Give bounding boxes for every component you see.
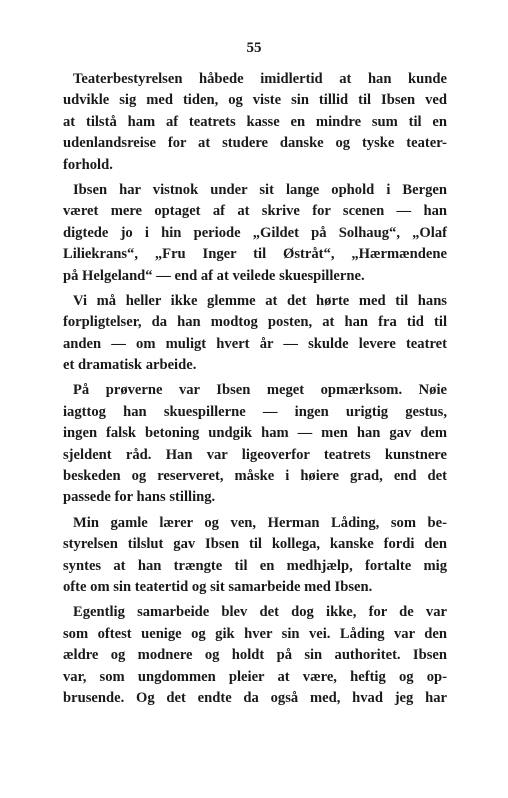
text-line: ofte om sin teatertid og sit samarbeide med Ibsen. [63, 578, 373, 595]
text-line: Teaterbestyrelsen håbede imidlertid at han kunde [73, 71, 447, 87]
text-line: anden — om muligt hvert år — skulde levere teatret [63, 335, 447, 352]
paragraph [63, 180, 447, 287]
body-text [63, 69, 447, 713]
text-line: som oftest uenige og gik hver sin vei. Låding var den [63, 625, 447, 642]
text-line: forpligtelser, da han modtog posten, at han fra tid til [63, 314, 447, 331]
text-line: på Helgeland“ — end af at veilede skuespillerne. [63, 267, 365, 284]
text-line: brusende. Og det endte da også med, hvad jeg har [63, 689, 447, 706]
text-line: digtede jo i hin periode „Gildet på Solhaug“, „Olaf [63, 224, 447, 241]
text-line: syntes at han trængte til en medhjælp, fortalte mig [63, 557, 447, 574]
text-line: beskeden og reserveret, måske i høiere grad, end det [63, 468, 447, 485]
text-line: ældre og modnere og holdt på sin authoritet. Ibsen [63, 647, 447, 664]
text-line: Ibsen har vistnok under sit lange ophold i Bergen [73, 181, 447, 198]
text-line: styrelsen tilslut gav Ibsen til kollega, kanske fordi den [63, 536, 447, 553]
text-line: sjeldent råd. Han var ligeoverfor teatrets kunstnere [63, 446, 447, 463]
text-line: Liliekrans“, „Fru Inger til Østråt“, „Hærmændene [63, 246, 447, 263]
text-line: et dramatisk arbeide. [63, 357, 197, 374]
text-line: var, som ungdommen pleier at være, heftig og op- [63, 668, 447, 685]
text-line: Vi må heller ikke glemme at det hørte med til hans [73, 292, 447, 309]
text-line: udvikle sig med tiden, og viste sin tillid til Ibsen ved [63, 92, 447, 109]
paragraph [63, 513, 447, 599]
text-line: udenlandsreise for at studere danske og tyske teater- [63, 135, 447, 152]
text-line: været mere optaget af at skrive for scenen — han [63, 203, 447, 220]
text-line: iagttog han skuespillerne — ingen urigtig gestus, [63, 403, 447, 420]
text-line: forhold. [63, 156, 113, 173]
text-line: På prøverne var Ibsen meget opmærksom. Nøie [73, 382, 447, 399]
paragraph [63, 602, 447, 709]
paragraph [63, 291, 447, 377]
text-line: Egentlig samarbeide blev det dog ikke, for de var [73, 604, 447, 621]
paragraph [63, 380, 447, 508]
paragraph [63, 69, 447, 176]
page-number: 55 [246, 40, 262, 56]
text-line: passede for hans stilling. [63, 489, 216, 506]
text-line: at tilstå ham af teatrets kasse en mindre sum til en [63, 113, 447, 130]
text-line: ingen falsk betoning undgik ham — men han gav dem [63, 425, 447, 442]
text-line: Min gamle lærer og ven, Herman Låding, som be- [73, 514, 447, 531]
